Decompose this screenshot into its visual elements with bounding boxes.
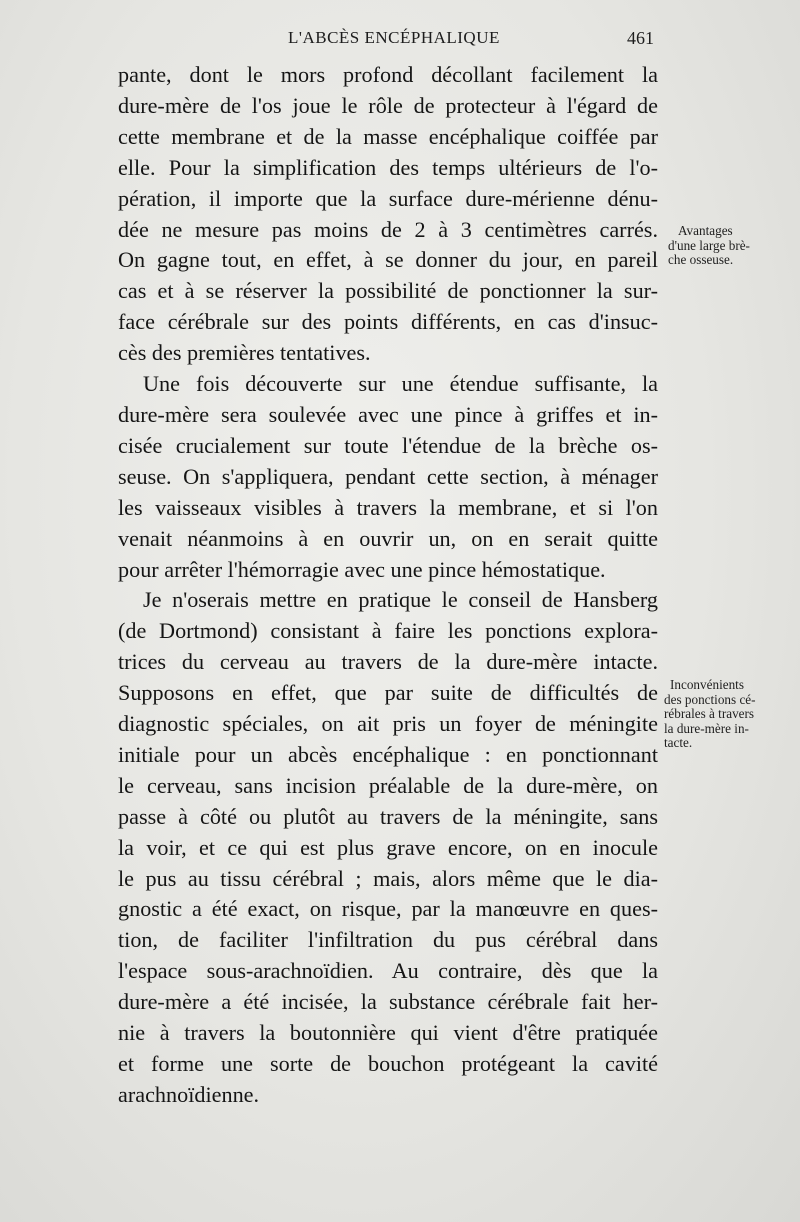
text-line: arachnoïdienne. (118, 1081, 260, 1107)
running-title: L'ABCÈS ENCÉPHALIQUE (288, 28, 500, 47)
text-line: dure-mère sera soulevée avec une pince à griffes et in- (118, 401, 658, 427)
text-line: pante, dont le mors profond décollant facilement la (118, 62, 658, 87)
text-line: trices du cerveau au travers de la dure-mère intacte. (118, 649, 658, 675)
text-line: pour arrêter l'hémorragie avec une pince hémostatique. (118, 556, 606, 582)
text-line: Je n'oserais mettre en pratique le conseil de Hansberg (143, 587, 658, 613)
text-line: seuse. On s'appliquera, pendant cette section, à ménager (118, 463, 658, 489)
text-line: gnostic a été exact, on risque, par la manœuvre en ques- (118, 896, 658, 922)
text-line: elle. Pour la simplification des temps ultérieurs de l'o- (118, 154, 658, 180)
text-line: face cérébrale sur des points différents, en cas d'insuc- (118, 309, 658, 335)
text-line: l'espace sous-arachnoïdien. Au contraire, dès que la (118, 958, 658, 984)
margin-note-punctures (664, 678, 794, 751)
text-line: (de Dortmond) consistant à faire les ponctions explora- (118, 618, 658, 644)
text-line: venait néanmoins à en ouvrir un, on en serait quitte (118, 525, 658, 551)
page-number: 461 (627, 28, 654, 48)
text-line: la voir, et ce qui est plus grave encore, on en inocule (118, 834, 658, 860)
margin-note-line: tacte. (664, 735, 693, 751)
text-line: passe à côté ou plutôt au travers de la méningite, sans (118, 803, 658, 829)
text-line: initiale pour un abcès encéphalique : en ponctionnant (118, 741, 658, 767)
margin-note-line: la dure-mère in- (664, 720, 749, 736)
text-line: nie à travers la boutonnière qui vient d'être pratiquée (118, 1020, 658, 1046)
margin-note-line: Avantages (678, 223, 733, 238)
text-line: cette membrane et de la masse encéphalique coiffée par (118, 123, 658, 149)
text-line: Supposons en effet, que par suite de difficultés de (118, 680, 658, 706)
text-line: dée ne mesure pas moins de 2 à 3 centimètres carrés. (118, 216, 658, 242)
text-line: cas et à se réserver la possibilité de ponctionner la sur- (118, 278, 658, 304)
margin-note-line: che osseuse. (668, 252, 734, 268)
margin-note-line: rébrales à travers (664, 706, 755, 722)
page-header (118, 28, 658, 54)
text-line: dure-mère a été incisée, la substance cérébrale fait her- (118, 989, 658, 1015)
text-line: dure-mère de l'os joue le rôle de protecteur à l'égard de (118, 92, 658, 118)
text-line: pération, il importe que la surface dure-mérienne dénu- (118, 185, 658, 211)
text-line: le pus au tissu cérébral ; mais, alors même que le dia- (118, 865, 658, 891)
text-line: Une fois découverte sur une étendue suffisante, la (143, 371, 658, 397)
text-line: les vaisseaux visibles à travers la membrane, et si l'on (118, 494, 658, 520)
margin-note-line: des ponctions cé- (664, 691, 756, 707)
margin-note-line: Inconvénients (670, 677, 744, 692)
text-line: tion, de faciliter l'infiltration du pus cérébral dans (118, 927, 658, 953)
text-line: diagnostic spéciales, on ait pris un foyer de méningite (118, 711, 658, 737)
margin-note-large-breach (668, 224, 792, 268)
text-line: le cerveau, sans incision préalable de la dure-mère, on (118, 772, 658, 798)
text-line: cès des premières tentatives. (118, 340, 371, 366)
margin-note-line: d'une large brè- (668, 237, 750, 253)
text-line: cisée crucialement sur toute l'étendue de la brèche os- (118, 432, 658, 458)
text-line: et forme une sorte de bouchon protégeant la cavité (118, 1051, 658, 1076)
body-text (118, 60, 658, 1111)
text-line: On gagne tout, en effet, à se donner du jour, en pareil (118, 247, 658, 273)
